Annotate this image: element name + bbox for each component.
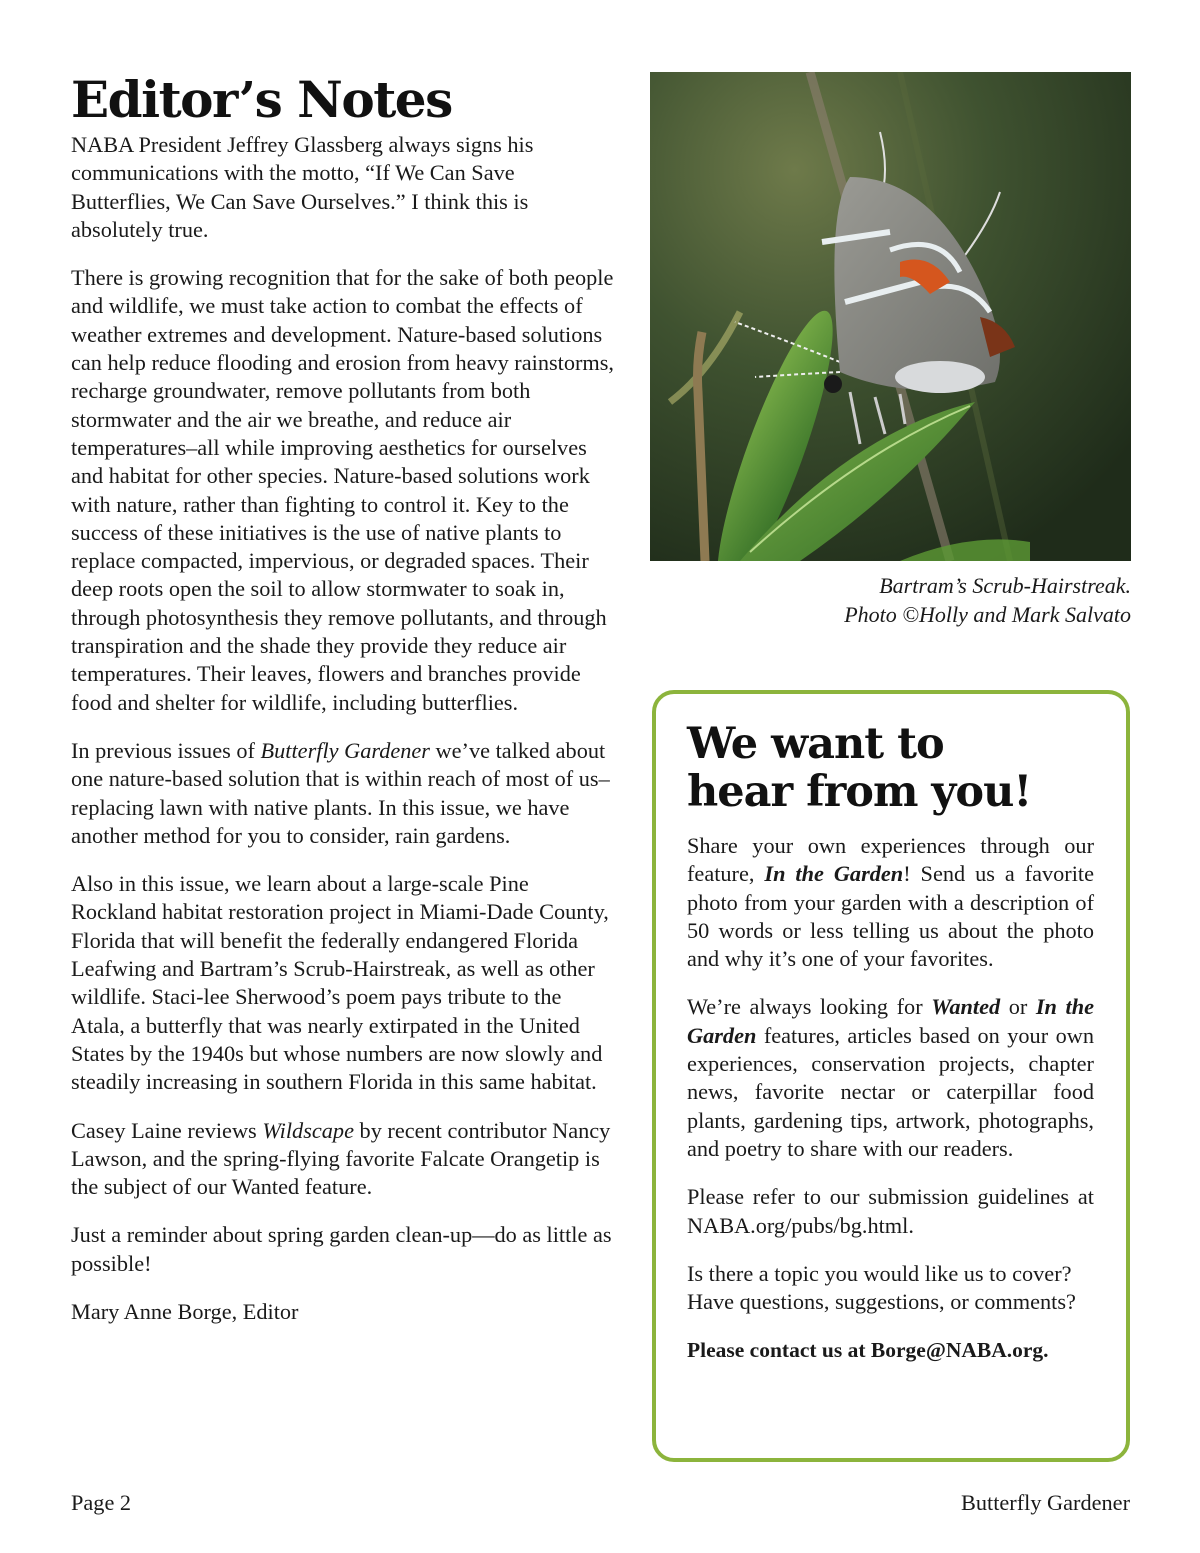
callout-p2-after: features, articles based on your own experiences, conservation projects, chapter news, favorite nectar or caterpillar food plants, gardening tips, artwork, photographs, and poetry to share with our readers.	[687, 1022, 1094, 1161]
article-paragraph-2: There is growing recognition that for the sake of both people and wildlife, we must take action to combat the effects of weather extremes and development. Nature-based solutions can help reduce flooding and erosion from heavy rainstorms, recharge groundwater, remove pollutants from both stormwater and the air we breathe, and reduce air temperatures–all while improving aesthetics for ourselves and habitat for other species. Nature-based solutions work with nature, rather than fighting to control it. Key to the success of these initiatives is the use of native plants to replace compacted, impervious, or degraded spaces. Their deep roots open the soil to allow stormwater to soak in, through photosynthesis they remove pollutants, and through transpiration and the shade they provide they reduce air temperatures. Their leaves, flowers and branches provide food and shelter for wildlife, including butterflies.	[71, 265, 615, 715]
article-paragraph-4: Also in this issue, we learn about a large-scale Pine Rockland habitat restoration project in Miami-Dade County, Florida that will benefit the federally endangered Florida Leafwing and Bartram’s Scrub-Hairstreak, as well as other wildlife. Staci-lee Sherwood’s poem pays tribute to the Atala, a butterfly that was nearly extirpated in the United States by the 1940s but whose numbers are now slowly and steadily increasing in southern Florida in this same habitat.	[71, 871, 609, 1095]
p5-text-after: by recent contributor Nancy Lawson, and the spring-flying favorite Falcate Orangetip is the subject of our Wanted feature.	[71, 1117, 611, 1200]
callout-paragraph-3: Please refer to our submission guidelines at NABA.org/pubs/bg.html.	[687, 1184, 1094, 1238]
page-number: Page 2	[71, 1490, 132, 1515]
publication-name: Butterfly Gardener	[960, 1490, 1130, 1515]
caption-credit: Photo ©Holly and Mark Salvato	[844, 601, 1131, 627]
callout-paragraph-1	[687, 832, 1094, 973]
callout-p1-after: ! Send us a favorite photo from your garden with a description of 50 words or less telling us about the photo and why it’s one of your favorites.	[687, 861, 1094, 972]
callout-p1-before: Share your own experiences through our feature,	[687, 833, 1094, 887]
editor-signature: Mary Anne Borge, Editor	[71, 1298, 299, 1324]
callout-box	[652, 690, 1130, 1462]
butterfly-illustration	[650, 72, 1131, 561]
callout-title-line-2: hear from you!	[687, 767, 1032, 817]
publication-title-italic: Butterfly Gardener	[260, 737, 430, 763]
book-title-italic: Wildscape	[262, 1117, 354, 1143]
p3-text-after: we’ve talked about one nature-based solution that is within reach of most of us–replacing lawn with native plants. In this issue, we have another method for you to consider, rain gardens.	[71, 737, 610, 848]
callout-contact: Please contact us at Borge@NABA.org.	[687, 1338, 1049, 1363]
feature-name-wanted: Wanted	[931, 994, 1001, 1020]
butterfly-photo	[650, 72, 1131, 561]
photo-caption	[760, 572, 1131, 629]
callout-title	[687, 720, 1094, 816]
p5-text-before: Casey Laine reviews	[71, 1117, 263, 1143]
caption-species: Bartram’s Scrub-Hairstreak.	[879, 573, 1131, 598]
editors-notes-article	[71, 72, 616, 1326]
callout-paragraph-2	[687, 993, 1094, 1163]
article-title: Editor’s Notes	[71, 70, 452, 129]
article-paragraph-6: Just a reminder about spring garden clean-up—do as little as possible!	[71, 1222, 612, 1276]
callout-p2-before: We’re always looking for	[687, 994, 932, 1020]
feature-name-in-the-garden: In the Garden	[764, 861, 904, 887]
feature-name-in-the-garden-2: In the Garden	[687, 994, 1094, 1048]
article-paragraph-3	[71, 737, 616, 850]
callout-paragraph-4: Is there a topic you would like us to cover? Have questions, suggestions, or comments?	[687, 1260, 1076, 1315]
callout-p2-mid: or	[1000, 994, 1036, 1020]
article-paragraph-1: NABA President Jeffrey Glassberg always signs his communications with the motto, “If We Can Save Butterflies, We Can Save Ourselves.” I think this is absolutely true.	[71, 132, 534, 242]
article-paragraph-5	[71, 1117, 616, 1202]
callout-title-line-1: We want to	[687, 719, 944, 769]
p3-text-before: In previous issues of	[71, 737, 261, 763]
